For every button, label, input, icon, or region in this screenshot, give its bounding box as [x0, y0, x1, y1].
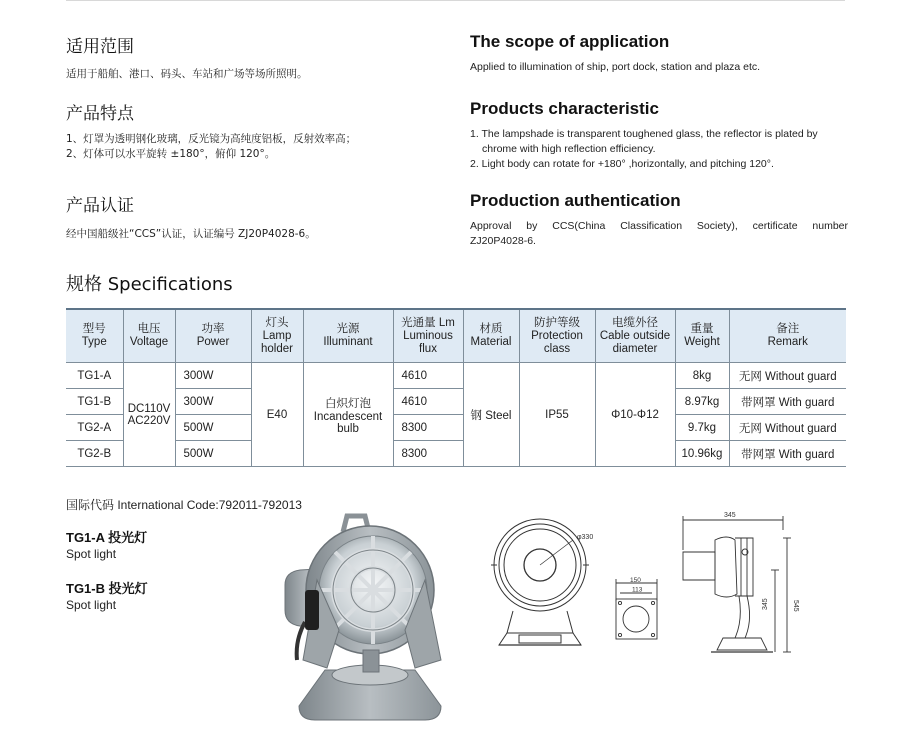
zh-features-section — [66, 99, 356, 162]
en-feature-2: 2. Light body can rotate for +180° ,horizontally, and pitching 120°. — [470, 158, 774, 170]
cell-voltage: DC110V AC220V — [123, 363, 175, 467]
header-power: 功率 Power — [175, 309, 251, 363]
cell-power: 500W — [175, 441, 251, 467]
cell-type: TG1-B — [66, 389, 123, 415]
cell-power: 300W — [175, 389, 251, 415]
zh-cert-section — [66, 191, 316, 242]
table-row — [66, 363, 846, 389]
table-row — [66, 441, 846, 467]
base-plate-drawing — [605, 575, 665, 645]
en-cert-text-2: ZJ20P4028-6. — [470, 235, 536, 247]
height-545-label: 545 — [792, 600, 799, 612]
header-voltage: 电压 Voltage — [123, 309, 175, 363]
en-cert-title: Production authentication — [470, 191, 681, 210]
en-cert-section — [470, 191, 848, 249]
model-tg1b — [66, 578, 148, 612]
spec-title: 规格 Specifications — [66, 274, 233, 295]
cell-type: TG2-B — [66, 441, 123, 467]
header-remark: 备注 Remark — [729, 309, 846, 363]
cell-remark: 无网 Without guard — [729, 415, 846, 441]
cell-weight: 8kg — [675, 363, 729, 389]
model-tg1a — [66, 527, 147, 561]
cell-type: TG1-A — [66, 363, 123, 389]
header-material: 材质 Material — [463, 309, 519, 363]
side-view-drawing — [675, 510, 805, 670]
cell-flux: 8300 — [393, 415, 463, 441]
en-features-section — [470, 99, 848, 172]
en-feature-1b: chrome with high reflection efficiency. — [482, 143, 656, 155]
cell-remark: 无网 Without guard — [729, 363, 846, 389]
cell-material: 钢 Steel — [463, 363, 519, 467]
table-row — [66, 389, 846, 415]
international-code: 国际代码 International Code:792011-792013 — [66, 498, 302, 512]
cell-flux: 4610 — [393, 389, 463, 415]
en-scope-text: Applied to illumination of ship, port dock, station and plaza etc. — [470, 61, 761, 73]
front-view-drawing — [485, 515, 610, 665]
cell-flux: 4610 — [393, 363, 463, 389]
width-150-label: 150 — [630, 577, 641, 584]
width-113-label: 113 — [632, 586, 643, 594]
en-cert-text-1: Approval by CCS(China Classification Society), certificate number — [470, 220, 848, 232]
header-lamp-holder: 灯头 Lamp holder — [251, 309, 303, 363]
model-subtitle: Spot light — [66, 547, 117, 561]
zh-feature-1: 1、灯罩为透明钢化玻璃，反光镜为高纯度铝板，反射效率高； — [66, 133, 357, 145]
header-weight: 重量 Weight — [675, 309, 729, 363]
header-cable-diameter: 电缆外径 Cable outside diameter — [595, 309, 675, 363]
diameter-label: φ330 — [577, 534, 594, 541]
zh-cert-text: 经中国船级社“CCS”认证，认证编号 ZJ20P4028-6。 — [66, 228, 316, 240]
cell-power: 500W — [175, 415, 251, 441]
top-rule — [66, 0, 845, 1]
zh-scope-text: 适用于船舶、港口、码头、车站和广场等场所照明。 — [66, 68, 308, 80]
zh-cert-title: 产品认证 — [66, 196, 134, 216]
cell-lamp-holder: E40 — [251, 363, 303, 467]
spotlight-product-photo — [265, 510, 465, 735]
model-subtitle: Spot light — [66, 598, 117, 612]
width-345-label: 345 — [724, 512, 736, 519]
cell-weight: 8.97kg — [675, 389, 729, 415]
header-protection-class: 防护等级 Protection class — [519, 309, 595, 363]
model-name: TG1-A 投光灯 — [66, 530, 148, 545]
en-features-title: Products characteristic — [470, 99, 659, 118]
cell-flux: 8300 — [393, 441, 463, 467]
cell-power: 300W — [175, 363, 251, 389]
header-type: 型号 Type — [66, 309, 123, 363]
cell-cable: Φ10-Φ12 — [595, 363, 675, 467]
cell-type: TG2-A — [66, 415, 123, 441]
en-scope-title: The scope of application — [470, 32, 670, 51]
cell-remark: 带网罩 With guard — [729, 441, 846, 467]
en-scope-section — [470, 32, 848, 75]
zh-scope-title: 适用范围 — [66, 37, 134, 57]
spec-header-row — [66, 309, 846, 363]
cell-weight: 10.96kg — [675, 441, 729, 467]
zh-scope-section — [66, 32, 308, 82]
en-feature-1a: 1. The lampshade is transparent toughened glass, the reflector is plated by — [470, 128, 818, 140]
cell-illuminant: 白炽灯泡 Incandescent bulb — [303, 363, 393, 467]
cell-weight: 9.7kg — [675, 415, 729, 441]
zh-features-title: 产品特点 — [66, 104, 134, 124]
cell-protection: IP55 — [519, 363, 595, 467]
header-luminous-flux: 光通量 Lm Luminous flux — [393, 309, 463, 363]
model-name: TG1-B 投光灯 — [66, 581, 148, 596]
zh-feature-2: 2、灯体可以水平旋转 ±180°，俯仰 120°。 — [66, 148, 276, 160]
height-345-label: 345 — [762, 598, 769, 610]
spec-table — [66, 308, 846, 467]
cell-remark: 带网罩 With guard — [729, 389, 846, 415]
header-illuminant: 光源 Illuminant — [303, 309, 393, 363]
table-row — [66, 415, 846, 441]
